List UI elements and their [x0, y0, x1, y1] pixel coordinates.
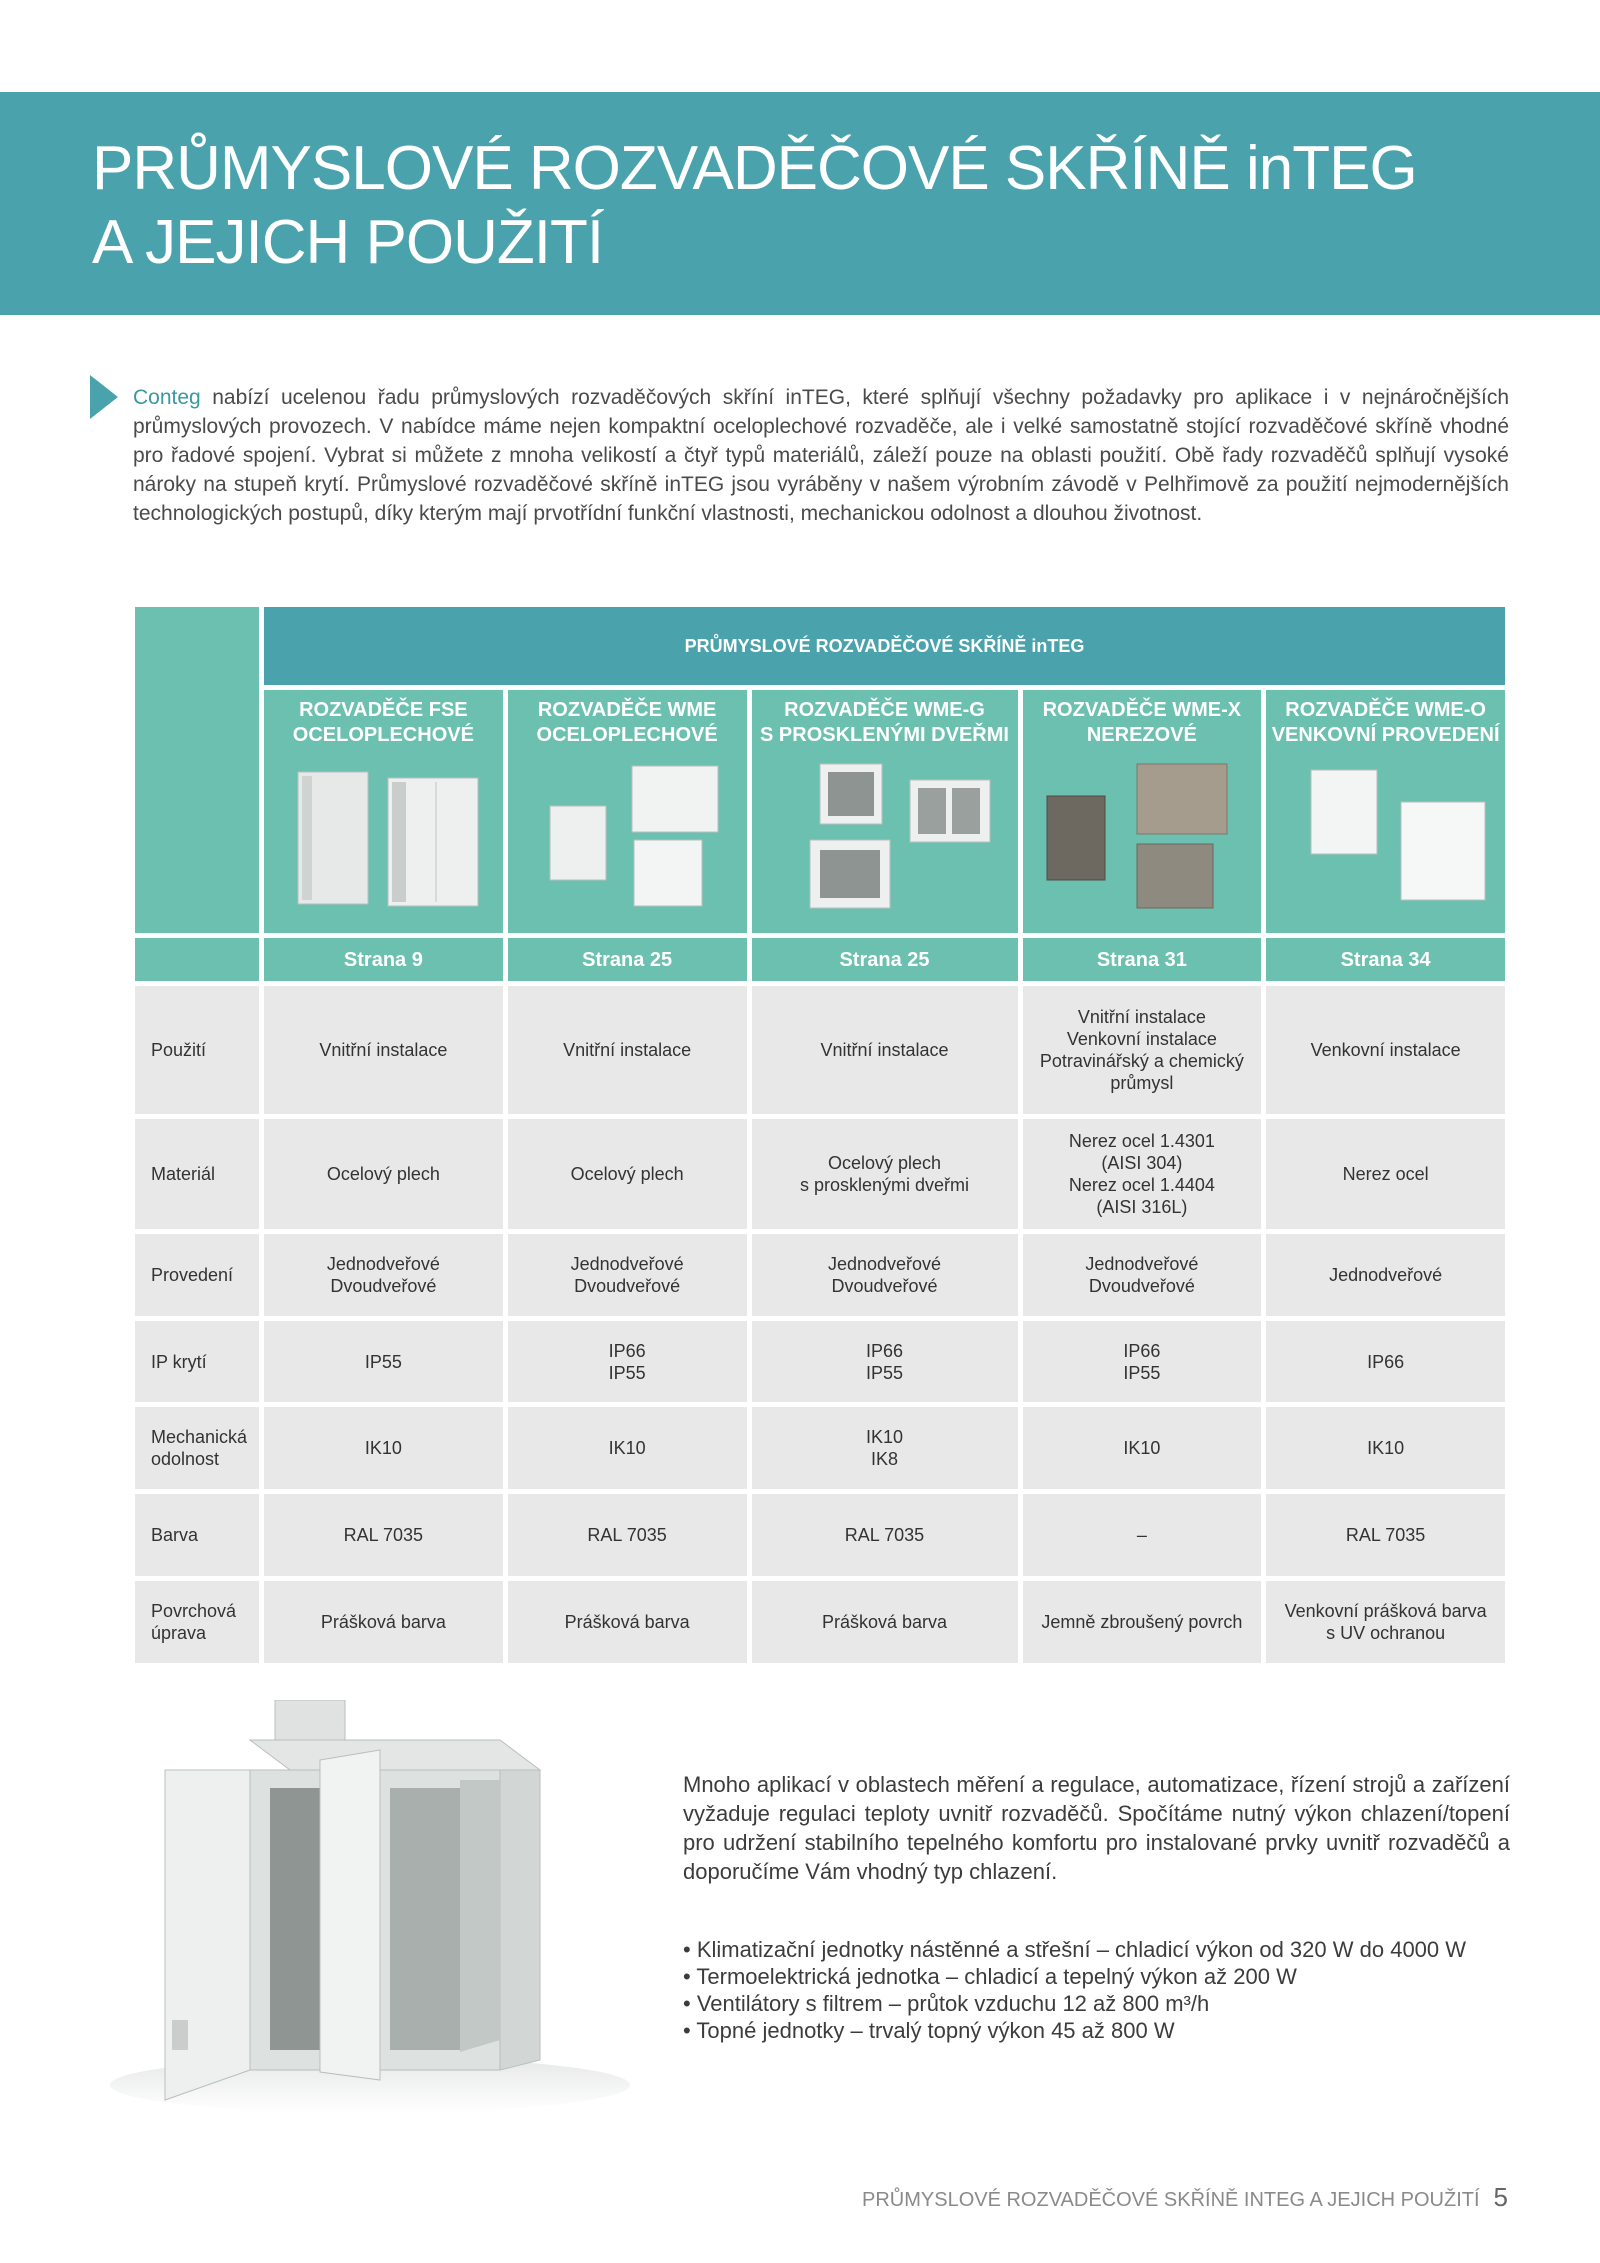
- table-row: [135, 986, 1505, 1114]
- list-item: • Klimatizační jednotky nástěnné a střešní – chladicí výkon od 320 W do 4000 W: [683, 1936, 1466, 1963]
- page-footer: [862, 2182, 1508, 2213]
- table-cell: Prášková barva: [264, 1581, 503, 1663]
- footer-text: PRŮMYSLOVÉ ROZVADĚČOVÉ SKŘÍNĚ INTEG A JEJICH POUŽITÍ: [862, 2189, 1480, 2211]
- product-name-line1: ROZVADĚČE WME-X: [1042, 699, 1242, 721]
- table-row: [135, 1119, 1505, 1229]
- row-label: Povrchová úprava: [135, 1581, 259, 1663]
- table-row: [135, 1321, 1505, 1402]
- title-banner: [0, 92, 1600, 315]
- brand-name: Conteg: [133, 386, 201, 409]
- table-cell: IK10: [508, 1407, 747, 1489]
- wme-o-cabinet-image: [1281, 760, 1491, 910]
- table-cell: RAL 7035: [752, 1494, 1018, 1576]
- table-cell: Vnitřní instalace: [752, 986, 1018, 1114]
- wme-g-cabinet-image: [770, 760, 1000, 910]
- table-cell: IK10 IK8: [752, 1407, 1018, 1489]
- row-label: Barva: [135, 1494, 259, 1576]
- intro-paragraph: [133, 383, 1509, 528]
- row-label: Materiál: [135, 1119, 259, 1229]
- table-row: [135, 1234, 1505, 1316]
- table-corner: [135, 607, 259, 933]
- page-ref: Strana 31: [1023, 938, 1262, 981]
- table-cell: IP55: [264, 1321, 503, 1402]
- table-cell: RAL 7035: [264, 1494, 503, 1576]
- table-cell: Vnitřní instalace: [264, 986, 503, 1114]
- product-name-line1: ROZVADĚČE WME-O: [1285, 699, 1486, 721]
- product-name-line2: OCELOPLECHOVÉ: [292, 724, 474, 746]
- table-cell: Venkovní prášková barva s UV ochranou: [1266, 1581, 1505, 1663]
- product-column-wme-g: [752, 690, 1018, 933]
- page-row-corner: [135, 938, 259, 981]
- product-name-line2: OCELOPLECHOVÉ: [536, 724, 718, 746]
- cooling-paragraph: Mnoho aplikací v oblastech měření a regulace, automatizace, řízení strojů a zařízení vyžaduje regulaci teploty uvnitř rozvaděčů. Spočítáme nutný výkon chlazení/topení pro udržení stabilního tepelného komfortu pro instalované prvky uvnitř rozvaděčů a doporučíme Vám vhodný typ chlazení.: [683, 1772, 1510, 1884]
- page-ref: Strana 25: [752, 938, 1018, 981]
- list-item: • Termoelektrická jednotka – chladicí a tepelný výkon až 200 W: [683, 1963, 1466, 1990]
- floor-cabinet-image: [70, 1700, 630, 2120]
- table-cell: Jemně zbroušený povrch: [1023, 1581, 1262, 1663]
- product-column-wme: [508, 690, 747, 933]
- list-item: • Ventilátory s filtrem – průtok vzduchu 12 až 800 m³/h: [683, 1990, 1466, 2017]
- cooling-options-list: [683, 1936, 1466, 2044]
- page-ref: Strana 25: [508, 938, 747, 981]
- table-row: [135, 1494, 1505, 1576]
- table-cell: IK10: [1266, 1407, 1505, 1489]
- table-cell: Ocelový plech: [264, 1119, 503, 1229]
- table-cell: Nerez ocel: [1266, 1119, 1505, 1229]
- table-cell: Ocelový plech: [508, 1119, 747, 1229]
- table-title: PRŮMYSLOVÉ ROZVADĚČOVÉ SKŘÍNĚ inTEG: [264, 607, 1505, 685]
- table-cell: IK10: [1023, 1407, 1262, 1489]
- product-column-wme-o: [1266, 690, 1505, 933]
- table-cell: Prášková barva: [508, 1581, 747, 1663]
- table-cell: RAL 7035: [1266, 1494, 1505, 1576]
- wme-cabinet-image: [522, 760, 732, 910]
- row-label: Provedení: [135, 1234, 259, 1316]
- page-title-line1: PRŮMYSLOVÉ ROZVADĚČOVÉ SKŘÍNĚ inTEG: [92, 134, 1417, 203]
- table-cell: IK10: [264, 1407, 503, 1489]
- product-column-fse: [264, 690, 503, 933]
- table-cell: Prášková barva: [752, 1581, 1018, 1663]
- table-cell: Jednodveřové Dvoudveřové: [264, 1234, 503, 1316]
- intro-text: nabízí ucelenou řadu průmyslových rozvaděčových skříní inTEG, které splňují všechny požadavky pro aplikace i v nejnáročnějších průmyslových provozech. V nabídce máme nejen kompaktní oceloplechové rozvaděče, ale i velké samostatně stojící rozvaděčové skříně vhodné pro řadové spojení. Vybrat si můžete z mnoha velikostí a čtyř typů materiálů, záleží pouze na oblasti použití. Obě řady rozvaděčů splňují vysoké nároky na stupeň krytí. Průmyslové rozvaděčové skříně inTEG jsou vyráběny v našem výrobním závodě v Pelhřimově za použití nejmodernějších technologických postupů, díky kterým mají prvotřídní funkční vlastnosti, mechanickou odolnost a dlouhou životnost.: [133, 386, 1509, 525]
- table-cell: Vnitřní instalace Venkovní instalace Potravinářský a chemický průmysl: [1023, 986, 1262, 1114]
- table-cell: Vnitřní instalace: [508, 986, 747, 1114]
- row-label: Použití: [135, 986, 259, 1114]
- row-label: IP krytí: [135, 1321, 259, 1402]
- page-number: 5: [1493, 2182, 1508, 2212]
- table-cell: IP66 IP55: [508, 1321, 747, 1402]
- list-item: • Topné jednotky – trvalý topný výkon 45 až 800 W: [683, 2017, 1466, 2044]
- table-cell: IP66 IP55: [752, 1321, 1018, 1402]
- page-title: [92, 132, 1417, 280]
- wme-x-cabinet-image: [1037, 760, 1247, 910]
- table-cell: RAL 7035: [508, 1494, 747, 1576]
- chevron-right-icon: [90, 375, 118, 419]
- product-name-line2: NEREZOVÉ: [1086, 724, 1197, 746]
- page-ref: Strana 34: [1266, 938, 1505, 981]
- table-cell: Nerez ocel 1.4301 (AISI 304) Nerez ocel 1.4404 (AISI 316L): [1023, 1119, 1262, 1229]
- table-cell: Jednodveřové Dvoudveřové: [508, 1234, 747, 1316]
- product-comparison-table: [130, 602, 1510, 1668]
- page-ref: Strana 9: [264, 938, 503, 981]
- product-name-line1: ROZVADĚČE WME: [537, 699, 717, 721]
- product-column-wme-x: [1023, 690, 1262, 933]
- table-cell: Jednodveřové Dvoudveřové: [752, 1234, 1018, 1316]
- table-cell: Jednodveřové: [1266, 1234, 1505, 1316]
- product-name-line2: VENKOVNÍ PROVEDENÍ: [1271, 724, 1500, 746]
- page-title-line2: A JEJICH POUŽITÍ: [92, 208, 604, 277]
- fse-cabinet-image: [278, 760, 488, 910]
- product-name-line2: S PROSKLENÝMI DVEŘMI: [760, 724, 1009, 746]
- table-cell: Jednodveřové Dvoudveřové: [1023, 1234, 1262, 1316]
- table-cell: Venkovní instalace: [1266, 986, 1505, 1114]
- table-row: [135, 1581, 1505, 1663]
- row-label: Mechanická odolnost: [135, 1407, 259, 1489]
- table-cell: IP66: [1266, 1321, 1505, 1402]
- table-cell: –: [1023, 1494, 1262, 1576]
- product-name-line1: ROZVADĚČE WME-G: [784, 699, 985, 721]
- table-cell: IP66 IP55: [1023, 1321, 1262, 1402]
- table-row: [135, 1407, 1505, 1489]
- table-cell: Ocelový plech s prosklenými dveřmi: [752, 1119, 1018, 1229]
- product-name-line1: ROZVADĚČE FSE: [299, 699, 468, 721]
